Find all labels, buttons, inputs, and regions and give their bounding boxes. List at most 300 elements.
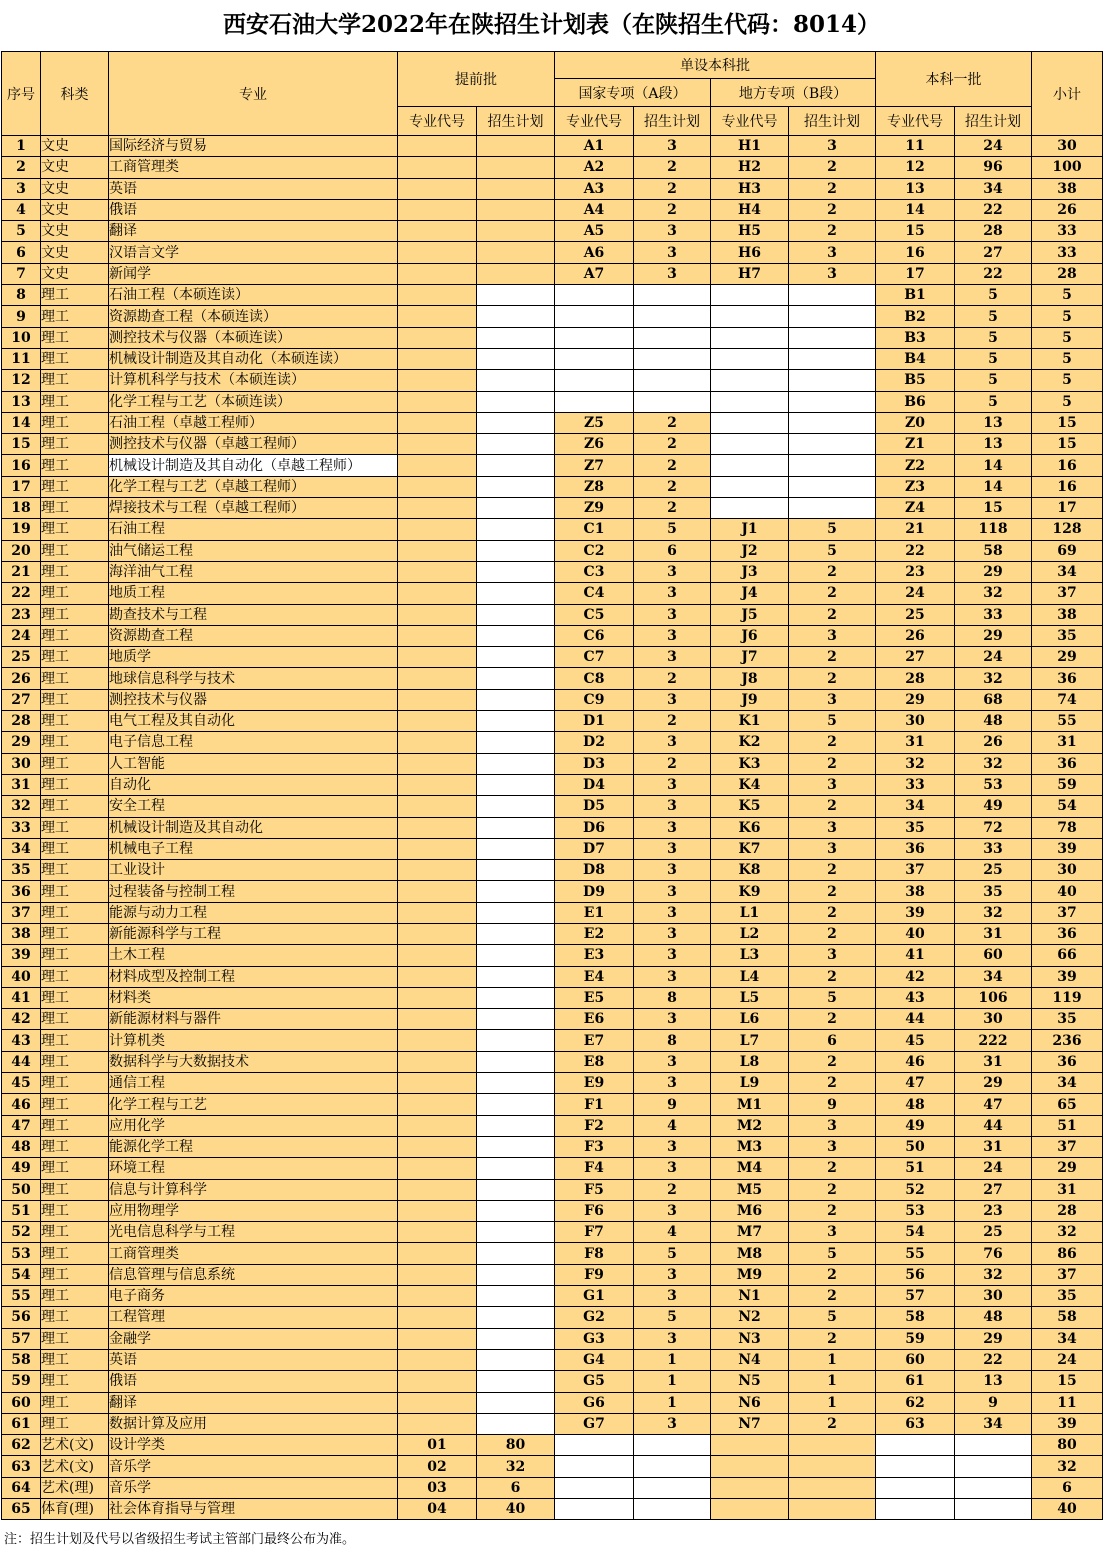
- first-code-cell: 34: [876, 796, 955, 817]
- seq-cell: 23: [2, 604, 41, 625]
- first-plan-cell: 24: [955, 136, 1032, 157]
- national-plan-cell: 3: [634, 945, 711, 966]
- early-code-cell: [398, 945, 477, 966]
- early-plan-cell: [477, 923, 555, 944]
- national-plan-cell: 2: [634, 434, 711, 455]
- table-row: [2, 221, 1103, 242]
- category-cell: 理工: [41, 1307, 109, 1328]
- national-code-cell: [555, 348, 634, 369]
- local-code-cell: N6: [711, 1392, 789, 1413]
- seq-cell: 20: [2, 540, 41, 561]
- subtotal-cell: 29: [1032, 647, 1103, 668]
- early-plan-cell: [477, 1349, 555, 1370]
- subtotal-cell: 37: [1032, 583, 1103, 604]
- first-code-cell: 59: [876, 1328, 955, 1349]
- local-plan-cell: 3: [789, 136, 876, 157]
- national-code-cell: C3: [555, 561, 634, 582]
- local-plan-cell: 3: [789, 1222, 876, 1243]
- national-plan-cell: 3: [634, 817, 711, 838]
- major-cell: 化学工程与工艺（卓越工程师）: [109, 476, 398, 497]
- first-code-cell: 48: [876, 1094, 955, 1115]
- early-code-cell: [398, 774, 477, 795]
- first-plan-cell: 60: [955, 945, 1032, 966]
- local-code-cell: H4: [711, 199, 789, 220]
- national-code-cell: Z9: [555, 498, 634, 519]
- first-code-cell: B6: [876, 391, 955, 412]
- early-code-cell: [398, 966, 477, 987]
- table-row: [2, 711, 1103, 732]
- local-plan-cell: 2: [789, 1200, 876, 1221]
- early-code-cell: [398, 498, 477, 519]
- table-row: [2, 1136, 1103, 1157]
- local-code-cell: [711, 327, 789, 348]
- first-plan-cell: 68: [955, 689, 1032, 710]
- national-code-cell: D3: [555, 753, 634, 774]
- subtotal-cell: 33: [1032, 221, 1103, 242]
- major-cell: 测控技术与仪器（本硕连读）: [109, 327, 398, 348]
- first-code-cell: B5: [876, 370, 955, 391]
- early-code-cell: 03: [398, 1477, 477, 1498]
- category-cell: 理工: [41, 668, 109, 689]
- local-code-cell: [711, 1499, 789, 1520]
- local-plan-cell: 1: [789, 1371, 876, 1392]
- local-code-cell: L5: [711, 987, 789, 1008]
- national-plan-cell: 3: [634, 625, 711, 646]
- local-code-cell: M4: [711, 1158, 789, 1179]
- local-code-cell: L9: [711, 1073, 789, 1094]
- first-code-cell: 24: [876, 583, 955, 604]
- table-row: [2, 242, 1103, 263]
- local-plan-cell: 2: [789, 1286, 876, 1307]
- subtotal-cell: 35: [1032, 1009, 1103, 1030]
- local-code-cell: L2: [711, 923, 789, 944]
- local-code-cell: J9: [711, 689, 789, 710]
- category-cell: 理工: [41, 583, 109, 604]
- seq-cell: 30: [2, 753, 41, 774]
- first-code-cell: Z2: [876, 455, 955, 476]
- early-code-cell: [398, 1158, 477, 1179]
- major-cell: 地质学: [109, 647, 398, 668]
- local-code-cell: L4: [711, 966, 789, 987]
- header-local-plan: 招生计划: [789, 107, 876, 136]
- first-plan-cell: 34: [955, 966, 1032, 987]
- major-cell: 新能源材料与器件: [109, 1009, 398, 1030]
- national-plan-cell: [634, 1435, 711, 1456]
- category-cell: 理工: [41, 519, 109, 540]
- local-code-cell: K7: [711, 838, 789, 859]
- subtotal-cell: 38: [1032, 178, 1103, 199]
- seq-cell: 45: [2, 1073, 41, 1094]
- local-plan-cell: [789, 455, 876, 476]
- first-code-cell: 53: [876, 1200, 955, 1221]
- early-plan-cell: [477, 1264, 555, 1285]
- major-cell: 翻译: [109, 221, 398, 242]
- first-plan-cell: 30: [955, 1009, 1032, 1030]
- national-code-cell: A6: [555, 242, 634, 263]
- subtotal-cell: 69: [1032, 540, 1103, 561]
- first-plan-cell: 5: [955, 327, 1032, 348]
- national-plan-cell: 1: [634, 1349, 711, 1370]
- seq-cell: 43: [2, 1030, 41, 1051]
- local-plan-cell: [789, 476, 876, 497]
- early-plan-cell: [477, 1051, 555, 1072]
- early-code-cell: [398, 242, 477, 263]
- first-plan-cell: [955, 1477, 1032, 1498]
- subtotal-cell: 35: [1032, 1286, 1103, 1307]
- major-cell: 土木工程: [109, 945, 398, 966]
- first-plan-cell: 222: [955, 1030, 1032, 1051]
- national-code-cell: [555, 1499, 634, 1520]
- early-plan-cell: [477, 604, 555, 625]
- table-row: [2, 966, 1103, 987]
- major-cell: 汉语言文学: [109, 242, 398, 263]
- early-code-cell: [398, 987, 477, 1008]
- local-plan-cell: 2: [789, 1264, 876, 1285]
- early-code-cell: [398, 327, 477, 348]
- early-plan-cell: [477, 242, 555, 263]
- seq-cell: 38: [2, 923, 41, 944]
- category-cell: 理工: [41, 1286, 109, 1307]
- subtotal-cell: 5: [1032, 348, 1103, 369]
- early-code-cell: [398, 1371, 477, 1392]
- early-plan-cell: [477, 455, 555, 476]
- first-plan-cell: 14: [955, 455, 1032, 476]
- first-code-cell: 56: [876, 1264, 955, 1285]
- seq-cell: 3: [2, 178, 41, 199]
- national-code-cell: F9: [555, 1264, 634, 1285]
- early-code-cell: [398, 561, 477, 582]
- first-code-cell: 22: [876, 540, 955, 561]
- subtotal-cell: 24: [1032, 1349, 1103, 1370]
- early-plan-cell: [477, 987, 555, 1008]
- first-code-cell: 27: [876, 647, 955, 668]
- first-code-cell: 51: [876, 1158, 955, 1179]
- major-cell: 计算机类: [109, 1030, 398, 1051]
- subtotal-cell: 55: [1032, 711, 1103, 732]
- early-plan-cell: [477, 583, 555, 604]
- table-row: [2, 199, 1103, 220]
- subtotal-cell: 6: [1032, 1477, 1103, 1498]
- first-plan-cell: 23: [955, 1200, 1032, 1221]
- first-plan-cell: 47: [955, 1094, 1032, 1115]
- early-code-cell: 02: [398, 1456, 477, 1477]
- national-code-cell: F2: [555, 1115, 634, 1136]
- subtotal-cell: 36: [1032, 1051, 1103, 1072]
- table-row: [2, 1115, 1103, 1136]
- national-plan-cell: 3: [634, 1200, 711, 1221]
- major-cell: 社会体育指导与管理: [109, 1499, 398, 1520]
- early-plan-cell: [477, 860, 555, 881]
- category-cell: 理工: [41, 327, 109, 348]
- category-cell: 理工: [41, 455, 109, 476]
- first-code-cell: 49: [876, 1115, 955, 1136]
- national-plan-cell: 3: [634, 838, 711, 859]
- seq-cell: 9: [2, 306, 41, 327]
- table-row: [2, 1158, 1103, 1179]
- national-plan-cell: 2: [634, 178, 711, 199]
- category-cell: 体育(理): [41, 1499, 109, 1520]
- local-plan-cell: 5: [789, 540, 876, 561]
- local-code-cell: [711, 498, 789, 519]
- category-cell: 理工: [41, 561, 109, 582]
- major-cell: 石油工程（卓越工程师）: [109, 412, 398, 433]
- first-code-cell: Z0: [876, 412, 955, 433]
- subtotal-cell: 66: [1032, 945, 1103, 966]
- table-row: [2, 1243, 1103, 1264]
- subtotal-cell: 86: [1032, 1243, 1103, 1264]
- seq-cell: 44: [2, 1051, 41, 1072]
- table-row: [2, 774, 1103, 795]
- table-row: [2, 1286, 1103, 1307]
- local-code-cell: L3: [711, 945, 789, 966]
- national-plan-cell: 3: [634, 1009, 711, 1030]
- major-cell: 光电信息科学与工程: [109, 1222, 398, 1243]
- seq-cell: 50: [2, 1179, 41, 1200]
- first-plan-cell: [955, 1435, 1032, 1456]
- major-cell: 信息管理与信息系统: [109, 1264, 398, 1285]
- national-plan-cell: [634, 306, 711, 327]
- major-cell: 环境工程: [109, 1158, 398, 1179]
- local-plan-cell: [789, 434, 876, 455]
- local-code-cell: M5: [711, 1179, 789, 1200]
- table-row: [2, 796, 1103, 817]
- local-code-cell: M2: [711, 1115, 789, 1136]
- major-cell: 地球信息科学与技术: [109, 668, 398, 689]
- local-code-cell: K8: [711, 860, 789, 881]
- seq-cell: 61: [2, 1413, 41, 1434]
- national-plan-cell: 2: [634, 1179, 711, 1200]
- seq-cell: 32: [2, 796, 41, 817]
- national-plan-cell: 8: [634, 987, 711, 1008]
- local-code-cell: M1: [711, 1094, 789, 1115]
- subtotal-cell: 37: [1032, 1264, 1103, 1285]
- national-plan-cell: 2: [634, 668, 711, 689]
- national-code-cell: G5: [555, 1371, 634, 1392]
- national-code-cell: C4: [555, 583, 634, 604]
- early-code-cell: [398, 1307, 477, 1328]
- early-plan-cell: [477, 668, 555, 689]
- first-plan-cell: 118: [955, 519, 1032, 540]
- major-cell: 测控技术与仪器: [109, 689, 398, 710]
- early-plan-cell: [477, 412, 555, 433]
- category-cell: 理工: [41, 1179, 109, 1200]
- table-row: [2, 1413, 1103, 1434]
- early-plan-cell: [477, 1094, 555, 1115]
- first-plan-cell: 14: [955, 476, 1032, 497]
- table-row: [2, 1477, 1103, 1498]
- local-code-cell: H6: [711, 242, 789, 263]
- header-early-code: 专业代号: [398, 107, 477, 136]
- early-code-cell: [398, 583, 477, 604]
- table-row: [2, 540, 1103, 561]
- national-code-cell: [555, 1477, 634, 1498]
- first-code-cell: 26: [876, 625, 955, 646]
- seq-cell: 39: [2, 945, 41, 966]
- first-code-cell: 61: [876, 1371, 955, 1392]
- first-code-cell: 25: [876, 604, 955, 625]
- early-code-cell: [398, 263, 477, 284]
- early-plan-cell: [477, 1222, 555, 1243]
- local-code-cell: K6: [711, 817, 789, 838]
- seq-cell: 6: [2, 242, 41, 263]
- major-cell: 设计学类: [109, 1435, 398, 1456]
- table-row: [2, 732, 1103, 753]
- seq-cell: 48: [2, 1136, 41, 1157]
- early-code-cell: [398, 604, 477, 625]
- footnote: 注：招生计划及代号以省级招生考试主管部门最终公布为准。: [4, 1532, 356, 1547]
- table-row: [2, 1456, 1103, 1477]
- local-plan-cell: [789, 391, 876, 412]
- first-code-cell: 32: [876, 753, 955, 774]
- local-code-cell: J8: [711, 668, 789, 689]
- local-plan-cell: 2: [789, 561, 876, 582]
- first-plan-cell: 5: [955, 391, 1032, 412]
- table-row: [2, 923, 1103, 944]
- national-plan-cell: [634, 391, 711, 412]
- header-subtotal: 小计: [1032, 52, 1103, 136]
- first-code-cell: 62: [876, 1392, 955, 1413]
- table-row: [2, 987, 1103, 1008]
- early-code-cell: [398, 711, 477, 732]
- subtotal-cell: 40: [1032, 1499, 1103, 1520]
- early-code-cell: 01: [398, 1435, 477, 1456]
- national-plan-cell: 3: [634, 689, 711, 710]
- local-plan-cell: 2: [789, 1009, 876, 1030]
- first-code-cell: [876, 1456, 955, 1477]
- national-plan-cell: 3: [634, 902, 711, 923]
- early-code-cell: [398, 136, 477, 157]
- first-code-cell: 41: [876, 945, 955, 966]
- header-seq: 序号: [2, 52, 41, 136]
- first-code-cell: 29: [876, 689, 955, 710]
- national-code-cell: E4: [555, 966, 634, 987]
- early-plan-cell: [477, 774, 555, 795]
- seq-cell: 21: [2, 561, 41, 582]
- first-plan-cell: [955, 1456, 1032, 1477]
- table-row: [2, 561, 1103, 582]
- early-code-cell: [398, 157, 477, 178]
- national-code-cell: Z6: [555, 434, 634, 455]
- table-row: [2, 838, 1103, 859]
- seq-cell: 17: [2, 476, 41, 497]
- first-code-cell: 58: [876, 1307, 955, 1328]
- first-plan-cell: 22: [955, 199, 1032, 220]
- page-title: 西安石油大学2022年在陕招生计划表（在陕招生代码：8014）: [222, 11, 881, 38]
- table-row: [2, 647, 1103, 668]
- category-cell: 理工: [41, 370, 109, 391]
- early-code-cell: [398, 348, 477, 369]
- subtotal-cell: 30: [1032, 860, 1103, 881]
- national-code-cell: D5: [555, 796, 634, 817]
- early-plan-cell: [477, 285, 555, 306]
- category-cell: 理工: [41, 881, 109, 902]
- early-code-cell: [398, 306, 477, 327]
- early-plan-cell: 6: [477, 1477, 555, 1498]
- table-row: [2, 689, 1103, 710]
- table-row: [2, 1073, 1103, 1094]
- table-row: [2, 519, 1103, 540]
- seq-cell: 27: [2, 689, 41, 710]
- early-plan-cell: [477, 732, 555, 753]
- first-code-cell: [876, 1477, 955, 1498]
- national-code-cell: G1: [555, 1286, 634, 1307]
- category-cell: 理工: [41, 1371, 109, 1392]
- early-code-cell: [398, 881, 477, 902]
- major-cell: 通信工程: [109, 1073, 398, 1094]
- national-plan-cell: 4: [634, 1222, 711, 1243]
- seq-cell: 19: [2, 519, 41, 540]
- local-plan-cell: 2: [789, 966, 876, 987]
- subtotal-cell: 34: [1032, 561, 1103, 582]
- subtotal-cell: 16: [1032, 455, 1103, 476]
- first-code-cell: 11: [876, 136, 955, 157]
- national-code-cell: E1: [555, 902, 634, 923]
- first-code-cell: Z4: [876, 498, 955, 519]
- header-early-plan: 招生计划: [477, 107, 555, 136]
- local-plan-cell: 2: [789, 923, 876, 944]
- local-code-cell: N4: [711, 1349, 789, 1370]
- early-plan-cell: 32: [477, 1456, 555, 1477]
- category-cell: 理工: [41, 1115, 109, 1136]
- national-plan-cell: 3: [634, 1413, 711, 1434]
- first-code-cell: 47: [876, 1073, 955, 1094]
- national-code-cell: D9: [555, 881, 634, 902]
- major-cell: 焊接技术与工程（卓越工程师）: [109, 498, 398, 519]
- national-code-cell: C6: [555, 625, 634, 646]
- early-code-cell: [398, 1115, 477, 1136]
- early-code-cell: [398, 647, 477, 668]
- subtotal-cell: 65: [1032, 1094, 1103, 1115]
- first-plan-cell: 76: [955, 1243, 1032, 1264]
- subtotal-cell: 17: [1032, 498, 1103, 519]
- national-code-cell: C9: [555, 689, 634, 710]
- national-plan-cell: [634, 327, 711, 348]
- table-row: [2, 370, 1103, 391]
- category-cell: 理工: [41, 498, 109, 519]
- seq-cell: 65: [2, 1499, 41, 1520]
- major-cell: 新闻学: [109, 263, 398, 284]
- national-code-cell: A5: [555, 221, 634, 242]
- first-plan-cell: 35: [955, 881, 1032, 902]
- major-cell: 机械设计制造及其自动化（卓越工程师）: [109, 455, 398, 476]
- category-cell: 理工: [41, 796, 109, 817]
- early-plan-cell: [477, 1158, 555, 1179]
- first-plan-cell: 27: [955, 242, 1032, 263]
- local-code-cell: J1: [711, 519, 789, 540]
- early-plan-cell: [477, 902, 555, 923]
- header-early-batch: 提前批: [398, 52, 555, 107]
- early-code-cell: [398, 1349, 477, 1370]
- local-code-cell: N7: [711, 1413, 789, 1434]
- first-plan-cell: 34: [955, 1413, 1032, 1434]
- category-cell: 理工: [41, 1094, 109, 1115]
- major-cell: 俄语: [109, 199, 398, 220]
- local-code-cell: L1: [711, 902, 789, 923]
- seq-cell: 24: [2, 625, 41, 646]
- early-code-cell: [398, 1222, 477, 1243]
- seq-cell: 47: [2, 1115, 41, 1136]
- first-code-cell: 38: [876, 881, 955, 902]
- national-code-cell: C5: [555, 604, 634, 625]
- subtotal-cell: 58: [1032, 1307, 1103, 1328]
- category-cell: 理工: [41, 945, 109, 966]
- early-code-cell: [398, 817, 477, 838]
- table-row: [2, 583, 1103, 604]
- local-code-cell: [711, 370, 789, 391]
- early-code-cell: [398, 1392, 477, 1413]
- early-code-cell: [398, 1328, 477, 1349]
- local-plan-cell: [789, 370, 876, 391]
